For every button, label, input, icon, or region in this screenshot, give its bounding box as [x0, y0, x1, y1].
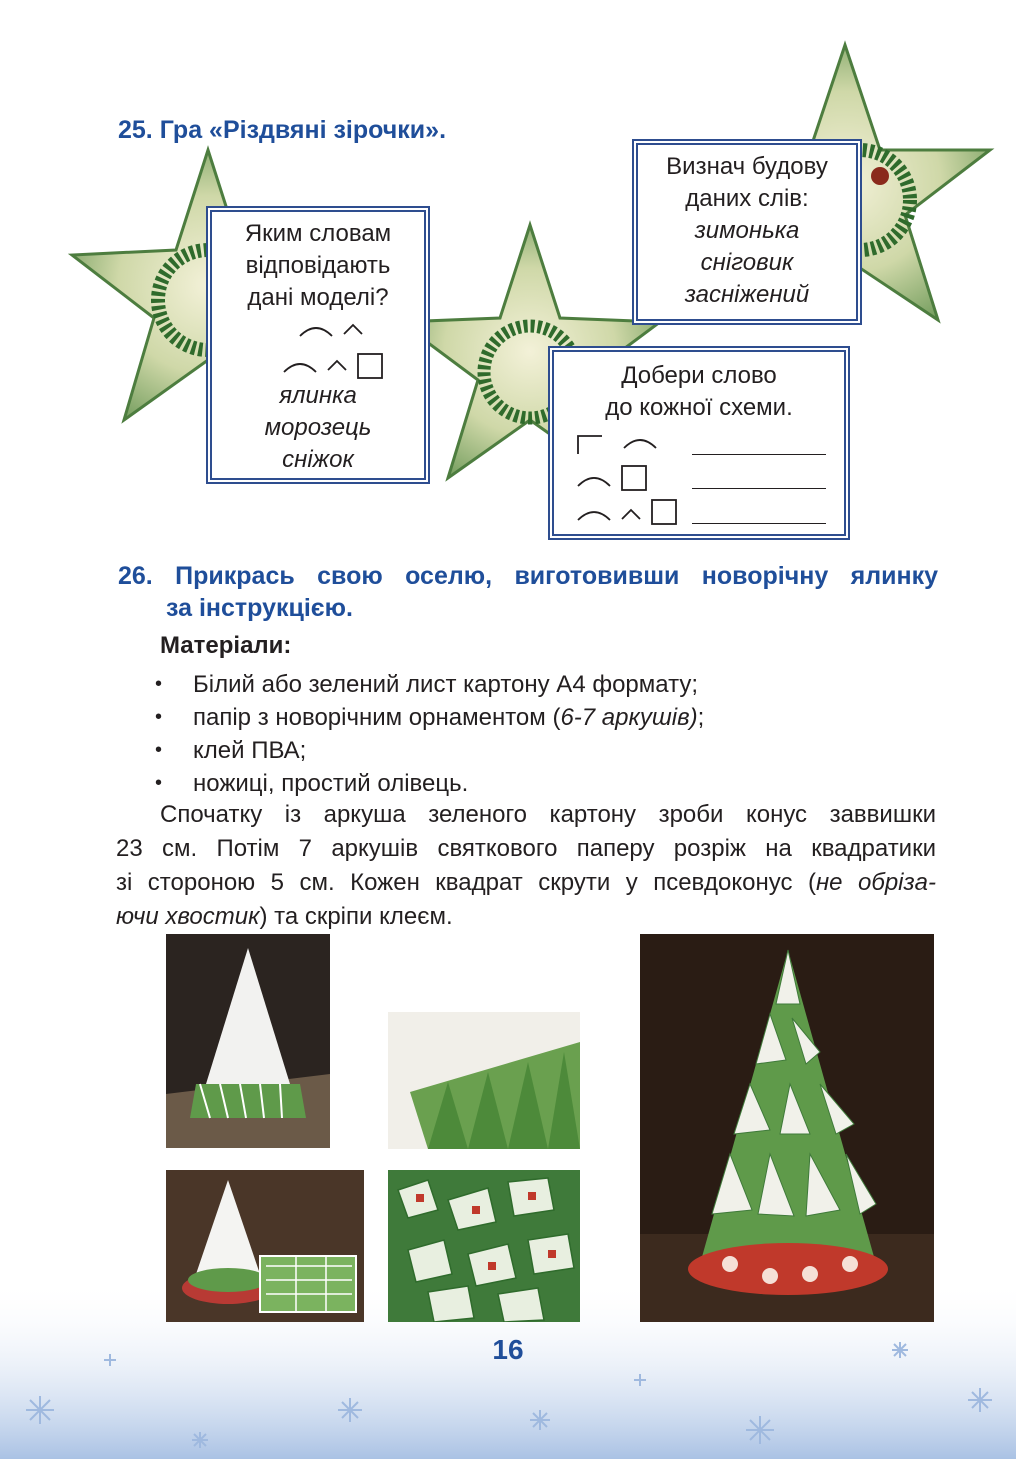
suffix-symbol-icon — [622, 510, 640, 519]
answer-blank-line[interactable] — [692, 523, 826, 524]
root-symbol-icon — [624, 440, 656, 448]
ending-symbol-icon — [358, 354, 382, 378]
task-26-title: 26. Прикрась свою оселю, виготовивши новорічну ялинку — [118, 562, 938, 590]
task-box-match-words — [552, 350, 846, 536]
answer-blank-line[interactable] — [692, 488, 826, 489]
photo-cone-step — [166, 934, 330, 1148]
paragraph-line: 23 см. Потім 7 аркушів святкового паперу розріж на квадратики — [116, 835, 936, 862]
box-word: зимонька — [694, 217, 800, 244]
materials-heading: Матеріали: — [160, 632, 292, 659]
box-question-line: дані моделі? — [247, 284, 389, 311]
box-question-line: відповідають — [245, 252, 391, 279]
root-symbol-icon — [284, 364, 316, 372]
list-item: • ножиці, простий олівець. — [155, 767, 704, 800]
task-26-title-continuation: за інструкцією. — [166, 594, 353, 622]
photo-finished-tree — [640, 934, 934, 1322]
ending-symbol-icon — [652, 500, 676, 524]
paragraph-line: Спочатку із аркуша зеленого картону зроби конус заввишки — [160, 801, 936, 828]
box-instruction-line: Визнач будову — [666, 153, 828, 180]
task-25-title: 25. Гра «Різдвяні зірочки». — [118, 116, 447, 144]
box-word: сніжок — [282, 446, 354, 473]
root-symbol-icon — [578, 512, 610, 520]
ending-symbol-icon — [622, 466, 646, 490]
instruction-paragraph — [116, 798, 936, 934]
box-word: засніжений — [684, 281, 810, 308]
list-item: • папір з новорічним орнаментом (6-7 аркушів); — [155, 701, 704, 734]
root-symbol-icon — [300, 328, 332, 336]
materials-list — [155, 668, 704, 800]
suffix-symbol-icon — [344, 325, 362, 334]
task-box-models — [210, 210, 426, 480]
photo-folded-pieces — [388, 1170, 580, 1322]
box-word: сніговик — [700, 249, 794, 276]
box-instruction-line: даних слів: — [685, 185, 809, 212]
photo-cone-closeup — [388, 1012, 580, 1149]
box-instruction-line: Добери слово — [621, 362, 777, 389]
box-word: ялинка — [279, 382, 357, 409]
word-model-schemes — [212, 314, 424, 380]
paragraph-line: ючи хвостик) та скріпи клеєм. — [116, 903, 453, 930]
list-item: • клей ПВА; — [155, 734, 704, 767]
root-symbol-icon — [578, 478, 610, 486]
page-number: 16 — [492, 1334, 524, 1365]
word-model-schemes — [554, 424, 844, 534]
box-word: морозець — [264, 414, 372, 441]
task-box-structure — [636, 143, 858, 321]
box-question-line: Яким словам — [244, 220, 392, 247]
answer-blank-line[interactable] — [692, 454, 826, 455]
prefix-symbol-icon — [578, 436, 602, 454]
suffix-symbol-icon — [328, 361, 346, 370]
box-instruction-line: до кожної схеми. — [605, 394, 793, 421]
paragraph-line: зі стороною 5 см. Кожен квадрат скрути у псевдоконус (не обрізa- — [116, 869, 937, 896]
photo-cone-with-paper — [166, 1170, 364, 1322]
list-item: • Білий або зелений лист картону А4 формату; — [155, 668, 704, 701]
